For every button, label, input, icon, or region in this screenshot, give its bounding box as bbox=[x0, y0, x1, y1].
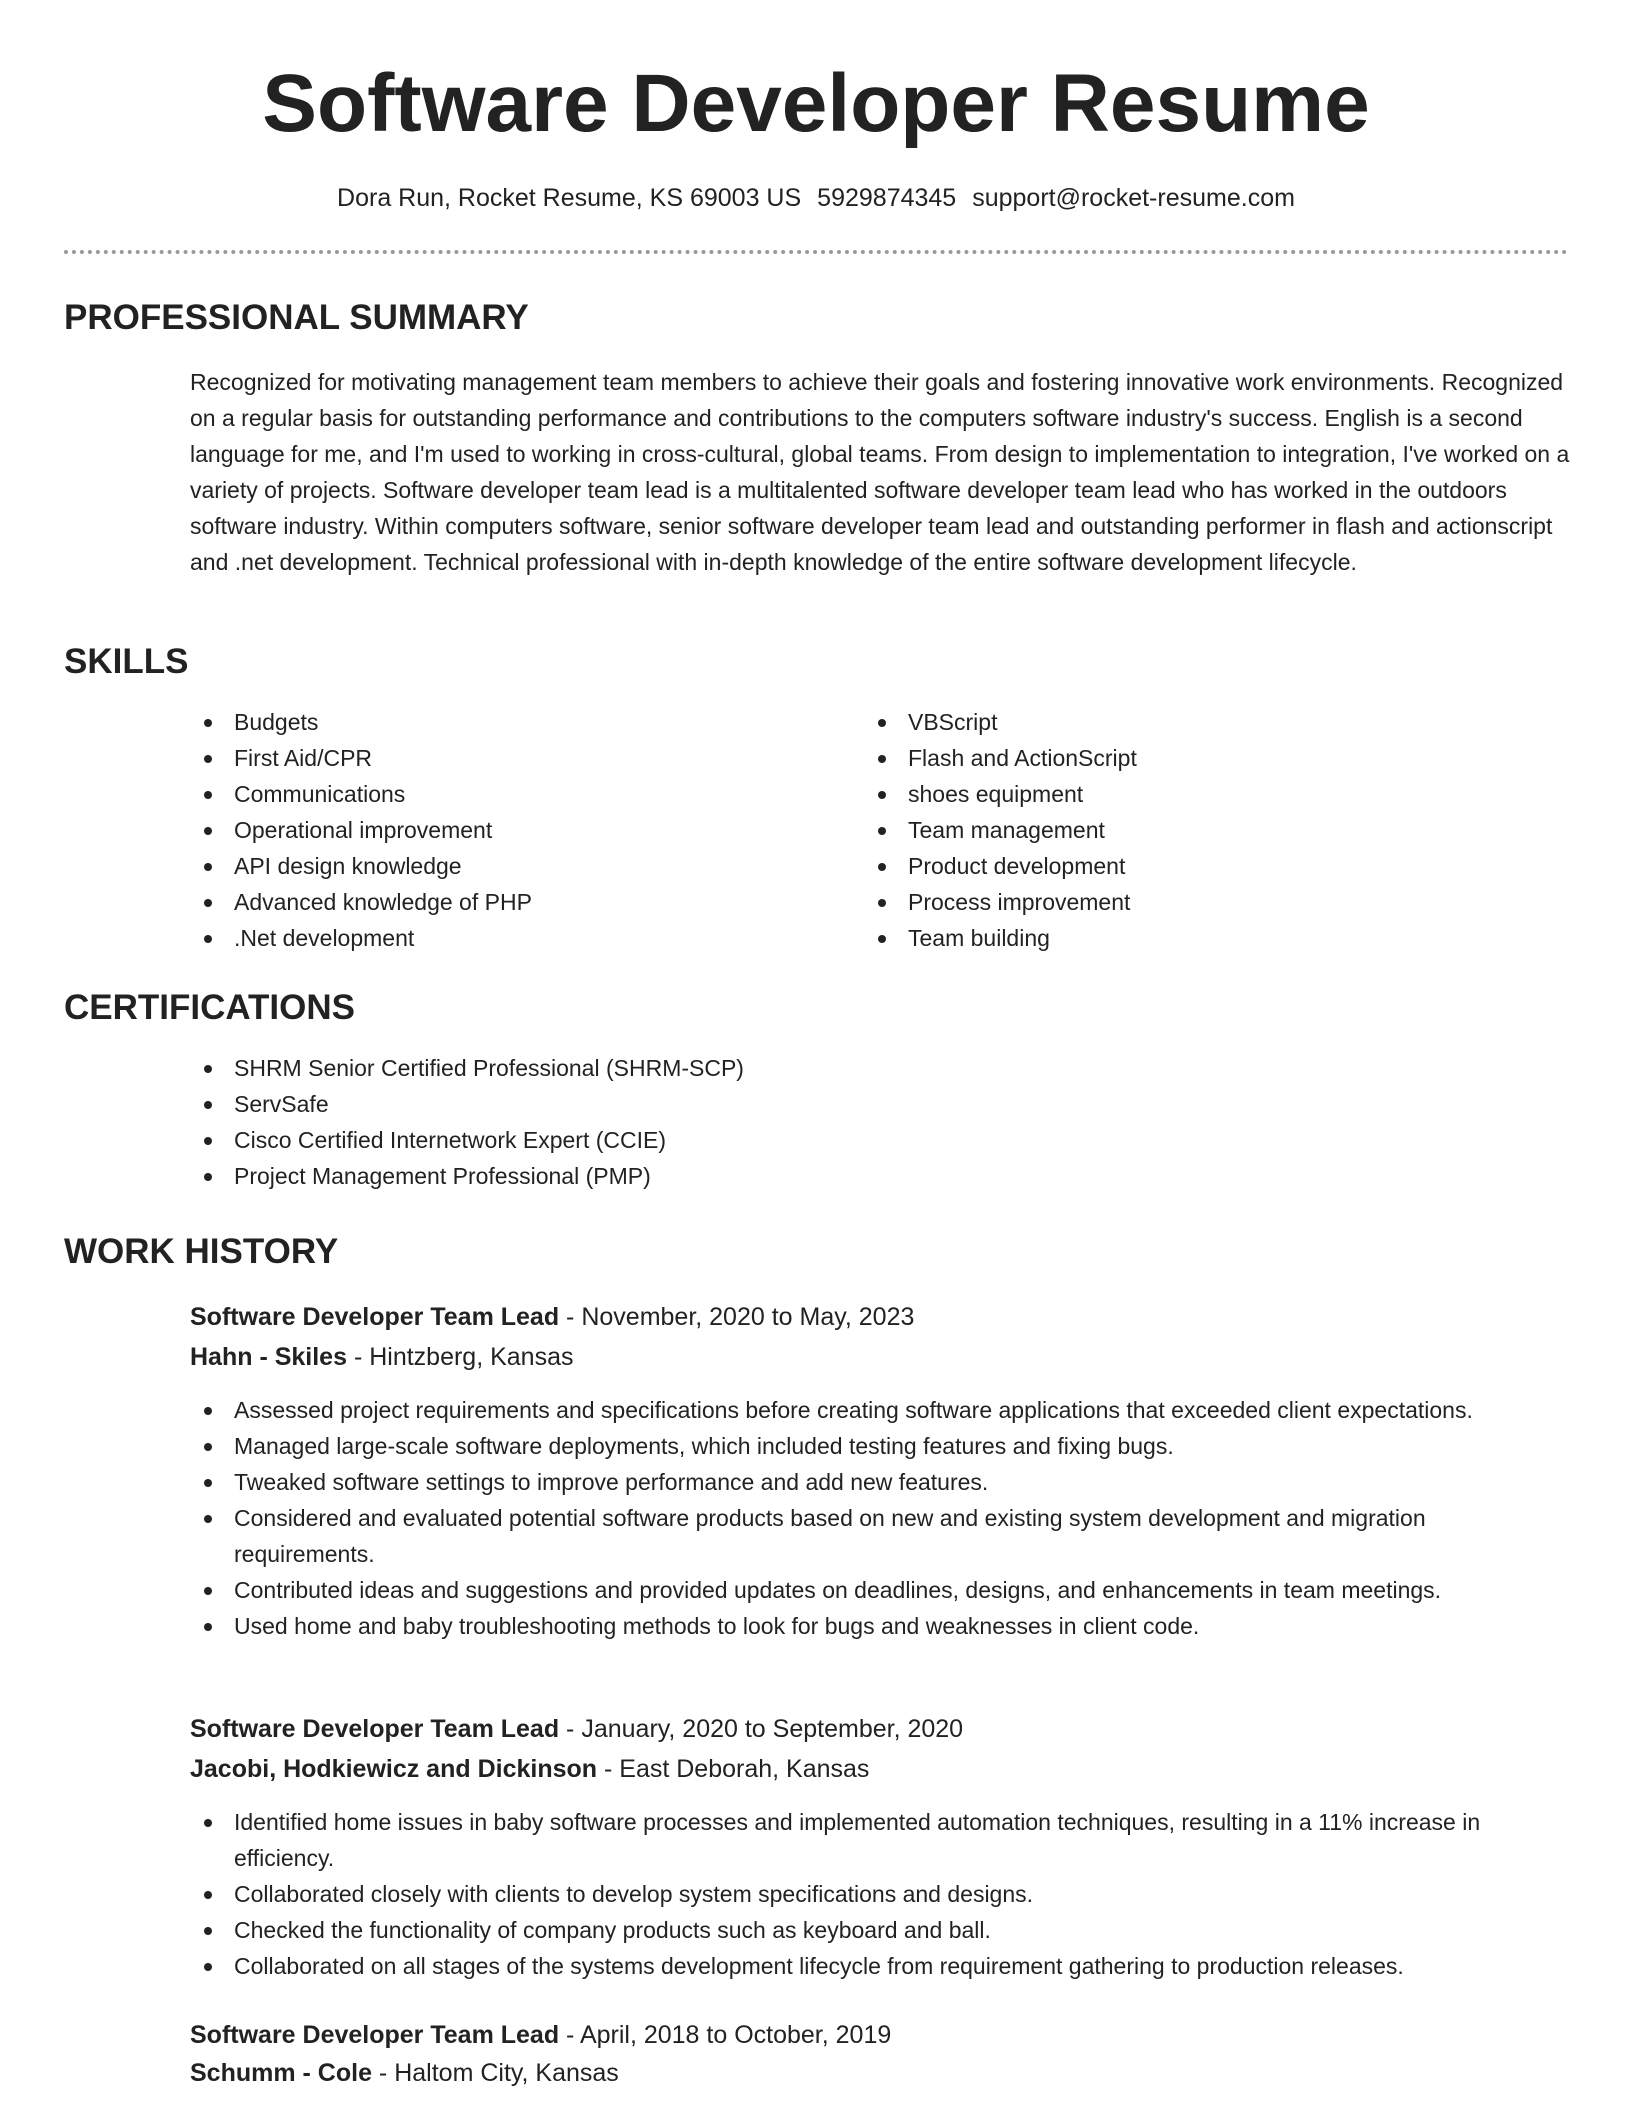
certifications-heading: CERTIFICATIONS bbox=[64, 988, 356, 1027]
job-title: Software Developer Team Lead bbox=[190, 1715, 560, 1743]
summary-text: Recognized for motivating management team members to achieve their goals and fostering innovative work environments. Recognized on a regular basis for outstanding performance and contributions to the computers software industry's success. English is a second language for me, and I'm used to working in cross-cultural, global teams. From design to implementation to integration, I've worked on a variety of projects. Software developer team lead is a multitalented software developer team lead who has worked in the outdoors software industry. Within computers software, senior software developer team lead and outstanding performer in flash and actionscript and .net development. Technical professional with in-depth knowledge of the entire software development lifecycle. bbox=[190, 369, 1570, 575]
skill-item: .Net development bbox=[190, 920, 850, 956]
skill-item: Team building bbox=[864, 920, 1564, 956]
job-bullet: Used home and baby troubleshooting methods to look for bugs and weaknesses in client code. bbox=[190, 1608, 1566, 1644]
contact-address: Dora Run, Rocket Resume, KS 69003 US bbox=[337, 184, 802, 212]
skill-item: Budgets bbox=[190, 704, 850, 740]
skill-item: Communications bbox=[190, 776, 850, 812]
certification-item: ServSafe bbox=[190, 1086, 1490, 1122]
header-divider bbox=[64, 250, 1568, 254]
certification-item: Project Management Professional (PMP) bbox=[190, 1158, 1490, 1194]
job-company-line bbox=[190, 2054, 619, 2092]
job-company: Jacobi, Hodkiewicz and Dickinson bbox=[190, 1755, 598, 1783]
job-title-line bbox=[190, 1298, 914, 1336]
job-company-line bbox=[190, 1750, 869, 1788]
job-company: Hahn - Skiles bbox=[190, 1343, 347, 1371]
summary-heading: PROFESSIONAL SUMMARY bbox=[64, 298, 529, 337]
page-title: Software Developer Resume bbox=[262, 58, 1370, 149]
job-bullet: Identified home issues in baby software processes and implemented automation techniques, resulting in a 11% increase in efficiency. bbox=[190, 1804, 1566, 1876]
skill-item: VBScript bbox=[864, 704, 1564, 740]
job-title: Software Developer Team Lead bbox=[190, 2021, 560, 2049]
skills-list-left bbox=[190, 704, 850, 956]
job-bullet: Checked the functionality of company products such as keyboard and ball. bbox=[190, 1912, 1566, 1948]
skill-item: Flash and ActionScript bbox=[864, 740, 1564, 776]
job-location: - Haltom City, Kansas bbox=[371, 2059, 619, 2087]
skill-item: Advanced knowledge of PHP bbox=[190, 884, 850, 920]
skill-item: shoes equipment bbox=[864, 776, 1564, 812]
certifications-list bbox=[190, 1050, 1490, 1194]
job-bullet: Managed large-scale software deployments, which included testing features and fixing bugs. bbox=[190, 1428, 1566, 1464]
skill-item: Process improvement bbox=[864, 884, 1564, 920]
certification-item: Cisco Certified Internetwork Expert (CCIE) bbox=[190, 1122, 1490, 1158]
job-title: Software Developer Team Lead bbox=[190, 1303, 560, 1331]
job-company: Schumm - Cole bbox=[190, 2059, 372, 2087]
job-bullet: Considered and evaluated potential software products based on new and existing system development and migration requirements. bbox=[190, 1500, 1566, 1572]
job-company-line bbox=[190, 1338, 574, 1376]
job-title-line bbox=[190, 2016, 891, 2054]
contact-phone: 5929874345 bbox=[817, 184, 957, 212]
skill-item: Team management bbox=[864, 812, 1564, 848]
job-bullet: Collaborated on all stages of the systems development lifecycle from requirement gathering to production releases. bbox=[190, 1948, 1566, 1984]
job-dates: - January, 2020 to September, 2020 bbox=[559, 1715, 964, 1743]
job-bullets bbox=[190, 1804, 1566, 1984]
contact-line bbox=[64, 180, 1568, 216]
work-history-heading: WORK HISTORY bbox=[64, 1232, 339, 1271]
skill-item: First Aid/CPR bbox=[190, 740, 850, 776]
job-bullet: Contributed ideas and suggestions and provided updates on deadlines, designs, and enhancements in team meetings. bbox=[190, 1572, 1566, 1608]
skill-item: Product development bbox=[864, 848, 1564, 884]
job-bullet: Collaborated closely with clients to develop system specifications and designs. bbox=[190, 1876, 1566, 1912]
job-bullet: Assessed project requirements and specifications before creating software applications that exceeded client expectations. bbox=[190, 1392, 1566, 1428]
job-location: - East Deborah, Kansas bbox=[597, 1755, 870, 1783]
job-bullets bbox=[190, 1392, 1566, 1644]
skills-list-right bbox=[864, 704, 1564, 956]
job-location: - Hintzberg, Kansas bbox=[347, 1343, 574, 1371]
skills-heading: SKILLS bbox=[64, 642, 189, 681]
contact-email: support@rocket-resume.com bbox=[972, 184, 1295, 212]
job-dates: - April, 2018 to October, 2019 bbox=[559, 2021, 892, 2049]
job-dates: - November, 2020 to May, 2023 bbox=[559, 1303, 915, 1331]
job-title-line bbox=[190, 1710, 963, 1748]
skill-item: Operational improvement bbox=[190, 812, 850, 848]
job-bullet: Tweaked software settings to improve performance and add new features. bbox=[190, 1464, 1566, 1500]
certification-item: SHRM Senior Certified Professional (SHRM-SCP) bbox=[190, 1050, 1490, 1086]
skill-item: API design knowledge bbox=[190, 848, 850, 884]
